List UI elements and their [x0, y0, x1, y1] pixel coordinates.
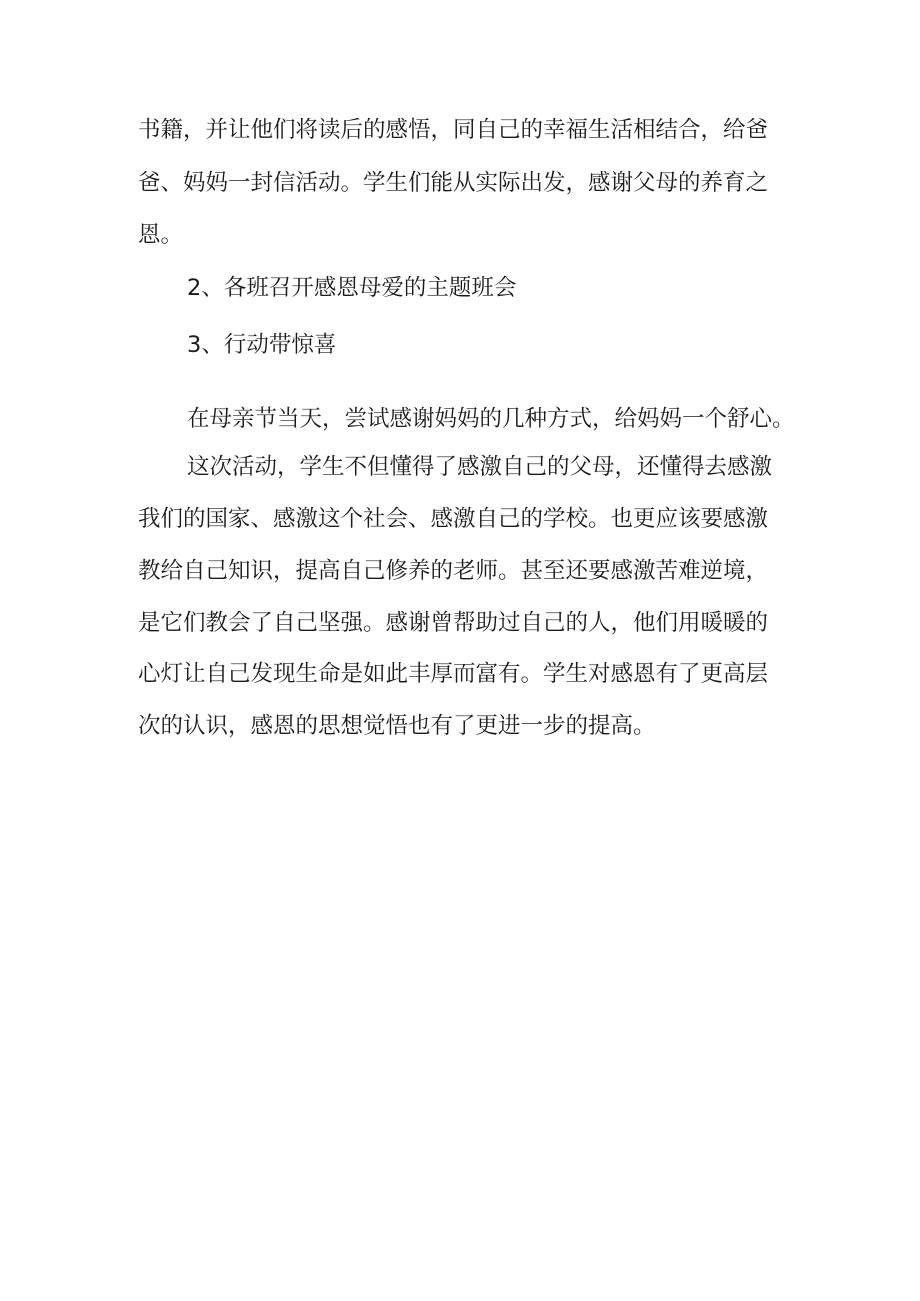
paragraph-1-line-1: 书籍，并让他们将读后的感悟，同自己的幸福生活相结合，给爸 — [138, 117, 769, 143]
list-item-3: 3、行动带惊喜 — [187, 332, 337, 358]
list-item-2: 2、各班召开感恩母爱的主题班会 — [187, 275, 517, 301]
paragraph-2: 在母亲节当天，尝试感谢妈妈的几种方式，给妈妈一个舒心。 — [187, 406, 795, 432]
paragraph-1-line-3: 恩。 — [138, 222, 184, 248]
paragraph-3-line-4: 是它们教会了自己坚强。感谢曾帮助过自己的人，他们用暖暖的 — [138, 610, 769, 636]
paragraph-1-line-2: 爸、妈妈一封信活动。学生们能从实际出发，感谢父母的养育之 — [138, 170, 769, 196]
paragraph-3-line-1: 这次活动，学生不但懂得了感激自己的父母，还懂得去感激 — [187, 454, 773, 480]
paragraph-3-line-2: 我们的国家、感激这个社会、感激自己的学校。也更应该要感激 — [138, 506, 769, 532]
paragraph-3-line-6: 次的认识，感恩的思想觉悟也有了更进一步的提高。 — [138, 713, 656, 739]
paragraph-3-line-3: 教给自己知识，提高自己修养的老师。甚至还要感激苦难逆境， — [138, 558, 769, 584]
paragraph-3-line-5: 心灯让自己发现生命是如此丰厚而富有。学生对感恩有了更高层 — [138, 661, 769, 687]
